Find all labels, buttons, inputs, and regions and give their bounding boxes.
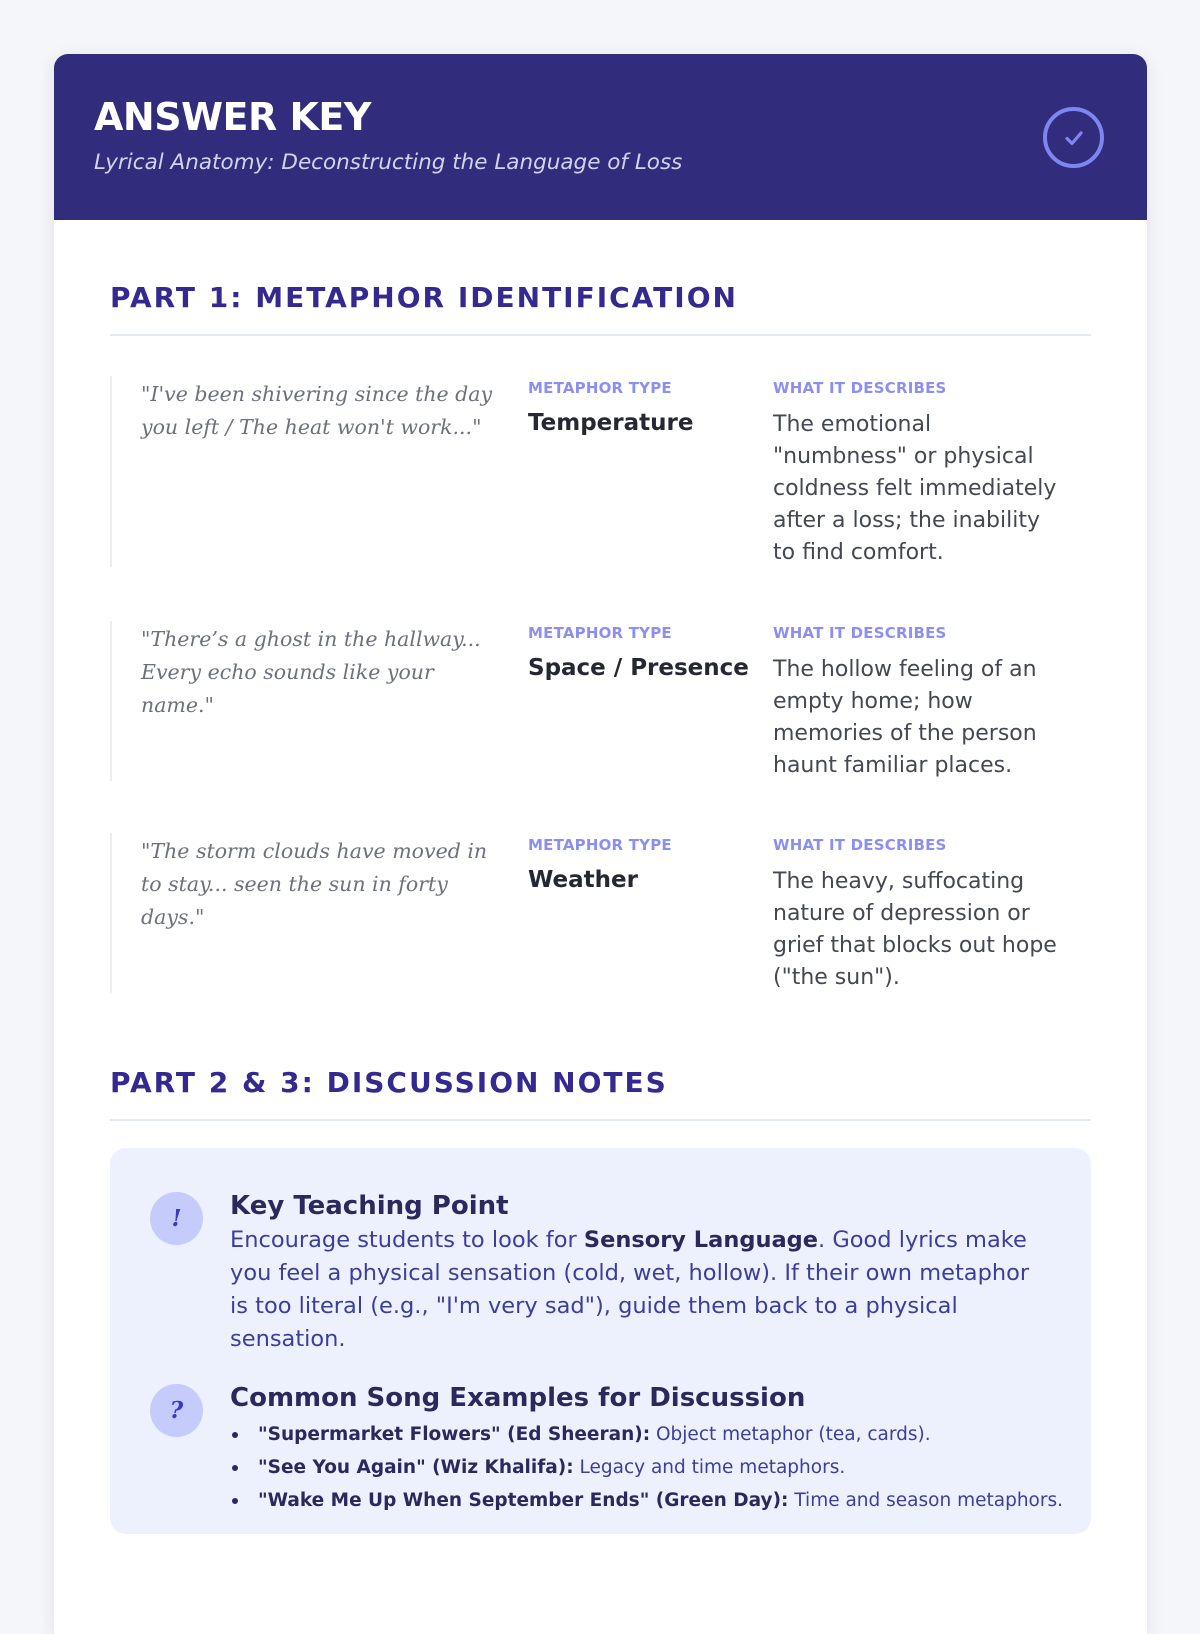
description-column	[763, 376, 1063, 567]
metaphor-type-column	[508, 376, 763, 567]
song-name: "Wake Me Up When September Ends" (Green Day):	[258, 1490, 789, 1511]
song-examples-title: Common Song Examples for Discussion	[230, 1383, 806, 1413]
check-circle-icon	[1043, 107, 1104, 168]
song-examples-content	[230, 1382, 1063, 1517]
metaphor-row	[110, 833, 1091, 993]
description-label: WHAT IT DESCRIBES	[773, 624, 947, 642]
list-item	[230, 1418, 1063, 1451]
teaching-point-note	[150, 1190, 1051, 1356]
teaching-text-start: Encourage students to look for	[230, 1227, 584, 1253]
metaphor-type-value: Weather	[528, 867, 638, 893]
metaphor-row	[110, 621, 1091, 781]
list-item	[230, 1451, 1063, 1484]
description-label: WHAT IT DESCRIBES	[773, 836, 947, 854]
metaphor-type-label: METAPHOR TYPE	[528, 836, 672, 854]
song-name: "See You Again" (Wiz Khalifa):	[258, 1457, 574, 1478]
metaphor-type-value: Temperature	[528, 410, 694, 436]
lyric-quote: "I've been shivering since the day you left / The heat won't work..."	[141, 382, 493, 439]
answer-key-card	[54, 54, 1147, 1634]
song-name: "Supermarket Flowers" (Ed Sheeran):	[258, 1424, 651, 1445]
section-title-part1: PART 1: METAPHOR IDENTIFICATION	[110, 284, 1091, 336]
metaphor-type-column	[508, 621, 763, 781]
metaphor-type-column	[508, 833, 763, 993]
header	[54, 54, 1147, 220]
metaphor-type-label: METAPHOR TYPE	[528, 379, 672, 397]
song-examples-note	[150, 1382, 1063, 1517]
question-icon: ?	[150, 1384, 203, 1437]
description-column	[763, 621, 1063, 781]
teaching-point-content	[230, 1190, 1051, 1356]
answer-key-body	[54, 281, 1147, 1534]
page-title: ANSWER KEY	[94, 95, 371, 139]
metaphor-type-value: Space / Presence	[528, 655, 749, 681]
description-value: The hollow feeling of an empty home; how memories of the person haunt familiar places.	[773, 657, 1037, 778]
description-label: WHAT IT DESCRIBES	[773, 379, 947, 397]
discussion-notes-box	[110, 1148, 1091, 1534]
teaching-point-title: Key Teaching Point	[230, 1191, 509, 1221]
exclamation-icon: !	[150, 1192, 203, 1245]
song-note: Object metaphor (tea, cards).	[650, 1424, 931, 1445]
metaphor-row	[110, 376, 1091, 567]
lyric-quote: "The storm clouds have moved in to stay... seen the sun in forty days."	[141, 839, 488, 929]
song-note: Time and season metaphors.	[788, 1490, 1063, 1511]
lyric-quote: "There’s a ghost in the hallway... Every echo sounds like your name."	[141, 627, 481, 717]
teaching-text-emphasis: Sensory Language	[583, 1227, 819, 1253]
description-value: The emotional "numbness" or physical coldness felt immediately after a loss; the inability to find comfort.	[773, 412, 1057, 565]
teaching-text-end: . Good lyrics make you feel a physical sensation (cold, wet, hollow). If their own metaphor is too literal (e.g., "I'm very sad"), guide them back to a physical sensation.	[230, 1227, 1030, 1352]
teaching-point-text	[230, 1224, 1051, 1356]
song-note: Legacy and time metaphors.	[573, 1457, 846, 1478]
section-title-part2-3: PART 2 & 3: DISCUSSION NOTES	[110, 1069, 1091, 1121]
description-column	[763, 833, 1063, 993]
page-subtitle: Lyrical Anatomy: Deconstructing the Language of Loss	[94, 150, 683, 175]
list-item	[230, 1484, 1063, 1517]
song-examples-list	[230, 1418, 1063, 1517]
description-value: The heavy, suffocating nature of depression or grief that blocks out hope ("the sun").	[773, 869, 1057, 990]
metaphor-type-label: METAPHOR TYPE	[528, 624, 672, 642]
